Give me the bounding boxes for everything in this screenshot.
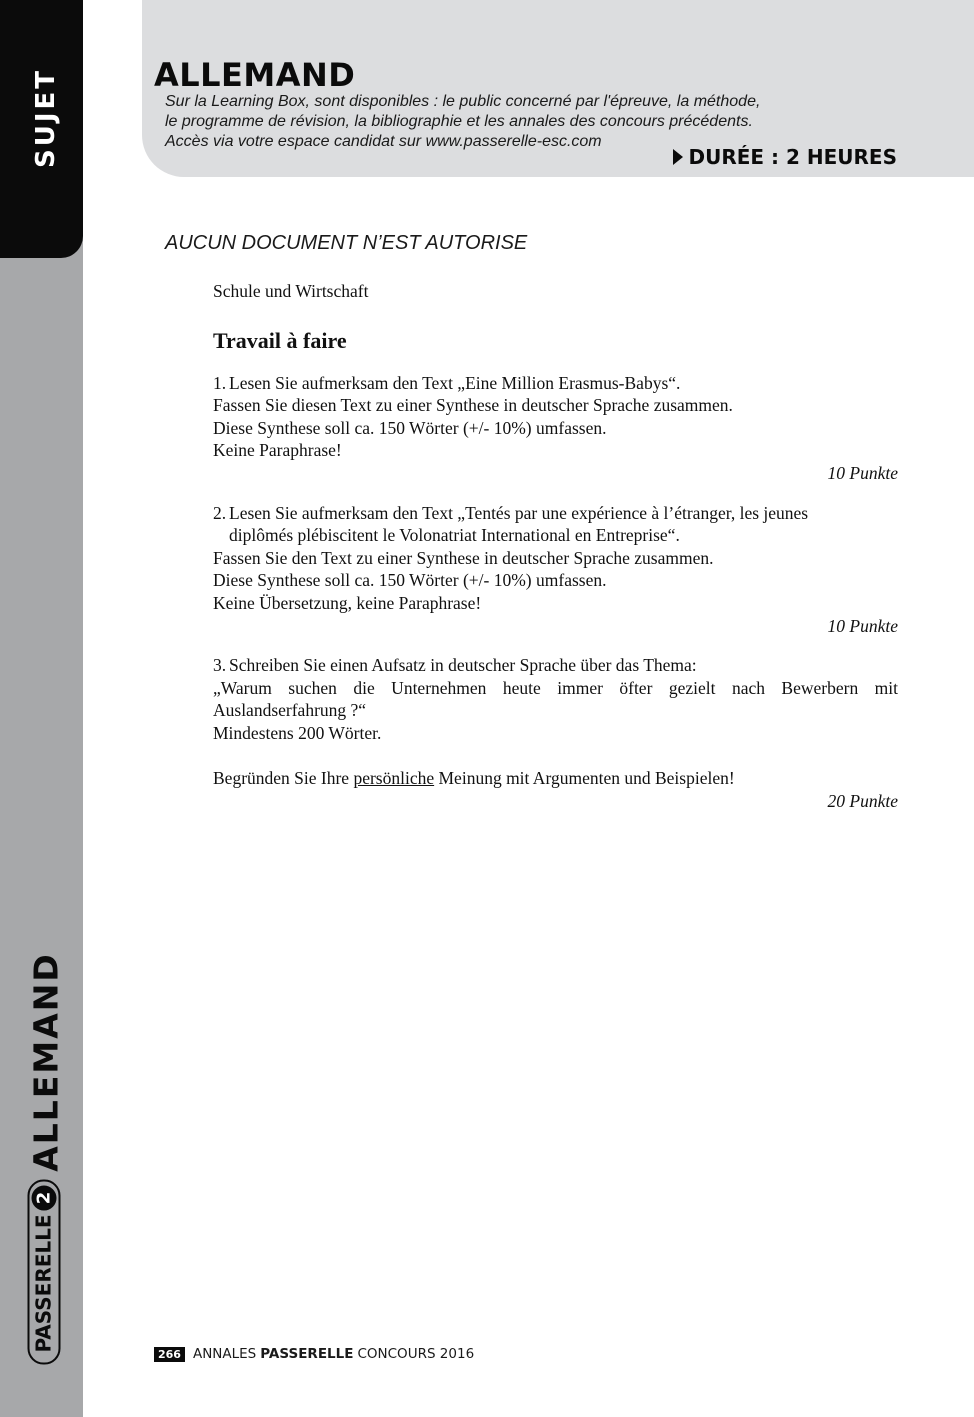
- task-points: 10 Punkte: [827, 615, 898, 636]
- subject-title: Schule und Wirtschaft: [213, 281, 369, 301]
- task-line: Diese Synthese soll ca. 150 Wörter (+/- 10%) umfassen.: [213, 417, 607, 438]
- footer-text-after: CONCOURS 2016: [357, 1346, 475, 1362]
- task-lead: [213, 502, 898, 525]
- essay-topic: „Warum suchen die Unternehmen heute immer öfter gezielt nach Bewerbern mit Auslandserfahrung ?“: [213, 677, 898, 721]
- final-after: Meinung mit Argumenten und Beispielen!: [434, 768, 735, 789]
- task-3: [213, 654, 898, 812]
- task-line: Keine Übersetzung, keine Paraphrase!: [213, 592, 482, 613]
- intro-text: [165, 92, 805, 152]
- task-2: [213, 502, 898, 638]
- logo-text-frame: [28, 1179, 61, 1364]
- logo-number-badge: 2: [32, 1185, 57, 1210]
- spacer: [213, 745, 898, 768]
- triangle-right-icon: [673, 149, 683, 165]
- task-heading: Travail à faire: [213, 327, 347, 353]
- task-line: Fassen Sie den Text zu einer Synthese in deutscher Sprache zusammen.: [213, 547, 714, 568]
- intro-line: le programme de révision, la bibliographie et les annales des concours précédents.: [165, 113, 753, 130]
- footer-text-before: ANNALES: [192, 1346, 257, 1362]
- task-lead-text: Lesen Sie aufmerksam den Text „Eine Million Erasmus-Babys“.: [229, 372, 681, 393]
- task-lead: [213, 372, 898, 395]
- task-number: 2.: [213, 502, 227, 523]
- task-line: Keine Paraphrase!: [213, 440, 342, 461]
- min-words: Mindestens 200 Wörter.: [213, 722, 382, 743]
- sidebar-sujet-label: SUJET: [31, 67, 61, 169]
- task-lead-text: Lesen Sie aufmerksam den Text „Tentés par une expérience à l’étranger, les jeunes: [229, 502, 809, 523]
- task-number: 3.: [213, 655, 227, 676]
- sidebar: [0, 0, 83, 1417]
- task-lead: [213, 654, 898, 677]
- task-lead-text: Schreiben Sie einen Aufsatz in deutscher Sprache über das Thema:: [229, 655, 697, 676]
- footer-text-bold: PASSERELLE: [260, 1346, 354, 1362]
- task-line: Diese Synthese soll ca. 150 Wörter (+/- 10%) umfassen.: [213, 570, 607, 591]
- exam-content: [213, 280, 898, 812]
- duration-label: [673, 145, 897, 169]
- task-1: [213, 372, 898, 485]
- page-footer: [154, 1346, 474, 1362]
- logo-text: PASSERELLE: [31, 1214, 56, 1353]
- task-lead-continuation: diplômés plébiscitent le Volonatriat International en Entreprise“.: [229, 525, 680, 546]
- final-before: Begründen Sie Ihre: [213, 768, 354, 789]
- task-points: 20 Punkte: [827, 790, 898, 811]
- sidebar-subject-label: ALLEMAND: [26, 952, 66, 1172]
- intro-line: Sur la Learning Box, sont disponibles : le public concerné par l'épreuve, la méthode,: [165, 93, 761, 110]
- no-document-notice: AUCUN DOCUMENT N’EST AUTORISE: [165, 232, 528, 254]
- final-underlined: persönliche: [353, 768, 435, 789]
- intro-line: Accès via votre espace candidat sur www.passerelle-esc.com: [165, 133, 602, 150]
- task-line: Fassen Sie diesen Text zu einer Synthese in deutscher Sprache zusammen.: [213, 395, 733, 416]
- page-title: ALLEMAND: [154, 56, 356, 94]
- task-number: 1.: [213, 372, 227, 393]
- task-points: 10 Punkte: [827, 462, 898, 483]
- final-instruction: [213, 767, 898, 790]
- page-number: 266: [154, 1347, 185, 1362]
- passerelle-logo: [28, 1179, 61, 1364]
- duration-text: DURÉE : 2 HEURES: [688, 145, 897, 169]
